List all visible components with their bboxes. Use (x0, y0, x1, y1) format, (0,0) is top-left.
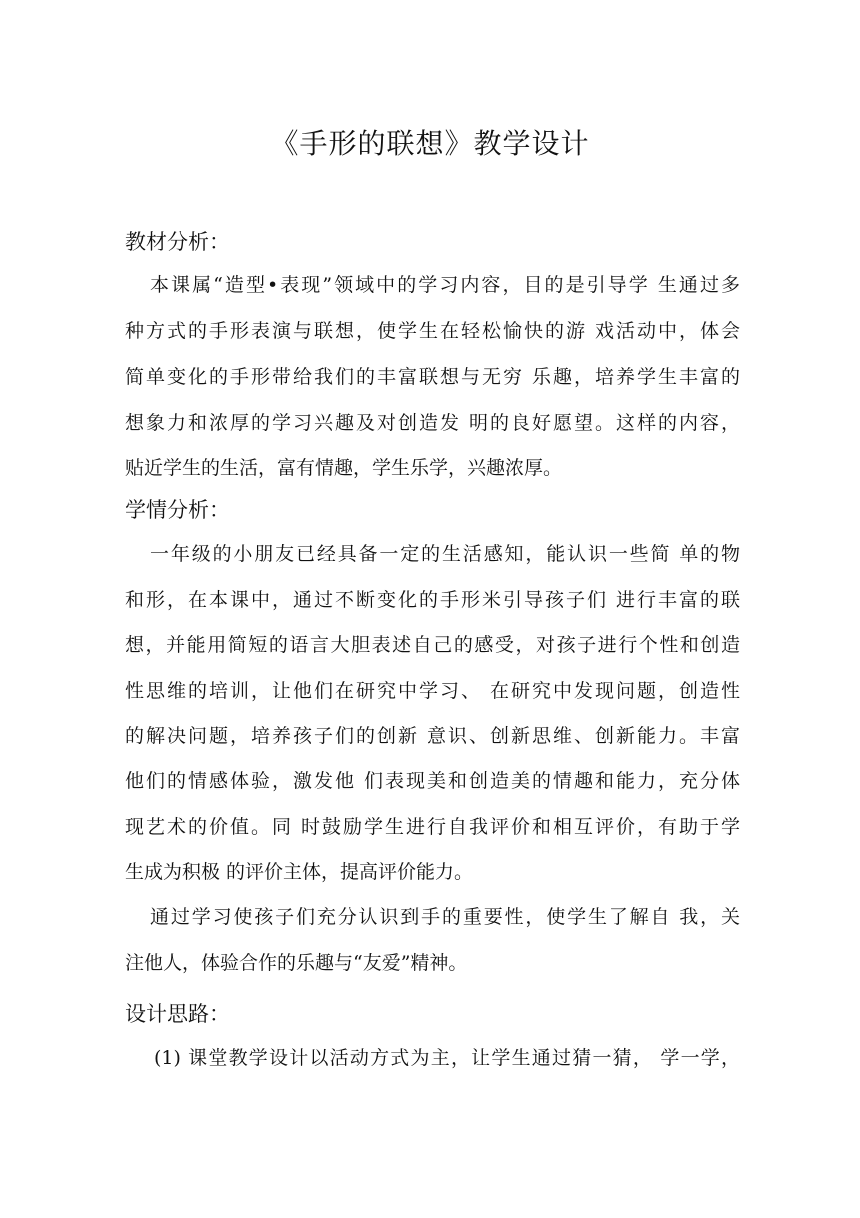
paragraph-line: 贴近学生的生活，富有情趣，学生乐学，兴趣浓厚。 (125, 457, 563, 479)
paragraph-line: 种方式的手形表演与联想，使学生在轻松愉快的游 戏活动中，体会 (125, 320, 740, 342)
paragraph-line: 想象力和浓厚的学习兴趣及对创造发 明的良好愿望。这样的内容， (125, 412, 740, 434)
paragraph-line: 的解决问题，培养孩子们的创新 意识、创新思维、创新能力。丰富 (125, 725, 740, 747)
paragraph-line: 一年级的小朋友已经具备一定的生活感知，能认识一些简 单的物 (150, 543, 740, 565)
paragraph-line: 本课属“造型•表现”领域中的学习内容，目的是引导学 生通过多 (150, 274, 740, 296)
paragraph-line: 性思维的培训，让他们在研究中学习、 在研究中发现问题，创造性 (125, 680, 740, 702)
section-heading-material-analysis: 教材分析： (125, 230, 230, 254)
paragraph-line: 生成为积极 的评价主体，提高评价能力。 (125, 861, 474, 883)
paragraph-line: (1) 课堂教学设计以活动方式为主，让学生通过猜一猜， 学一学， (154, 1047, 740, 1069)
paragraph-line: 想，并能用简短的语言大胆表述自己的感受，对孩子进行个性和创造 (125, 634, 740, 656)
section-heading-learning-analysis: 学情分析： (125, 498, 230, 522)
document-title: 《手形的联想》教学设计 (270, 127, 590, 160)
paragraph-line: 他们的情感体验，激发他 们表现美和创造美的情趣和能力，充分体 (125, 770, 740, 792)
paragraph-line: 和形，在本课中，通过不断变化的手形米引导孩子们 进行丰富的联 (125, 589, 740, 611)
paragraph-line: 通过学习使孩子们充分认识到手的重要性，使学生了解自 我，关 (150, 906, 740, 928)
paragraph-line: 注他人，体验合作的乐趣与“友爱”精神。 (125, 952, 468, 974)
paragraph-line: 现艺术的价值。同 时鼓励学生进行自我评价和相互评价，有助于学 (125, 816, 740, 838)
section-heading-design-approach: 设计思路： (125, 1002, 230, 1026)
paragraph-line: 简单变化的手形带给我们的丰富联想与无穷 乐趣，培养学生丰富的 (125, 366, 740, 388)
